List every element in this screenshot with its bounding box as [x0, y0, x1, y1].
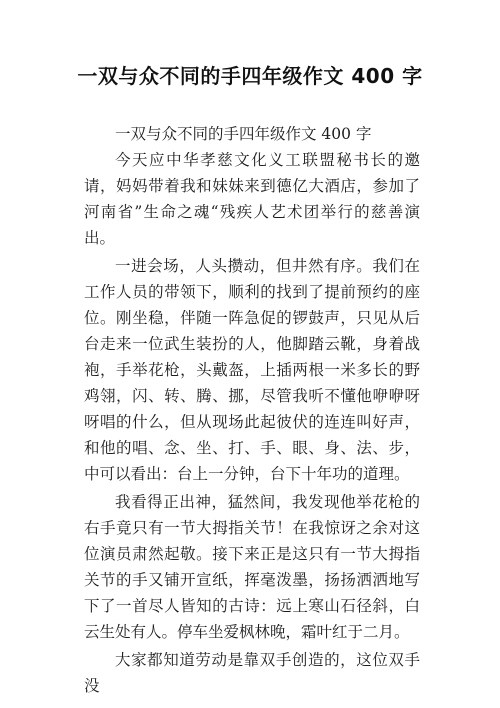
paragraph-labor: 大家都知道劳动是靠双手创造的，这位双手没 [84, 651, 420, 695]
document-title: 一双与众不同的手四年级作文 400 字 [77, 64, 423, 88]
paragraph-subtitle: 一双与众不同的手四年级作文 400 字 [115, 125, 372, 143]
paragraph-performance: 一进会场，人头攒动，但井然有序。我们在工作人员的带领下，顺利的找到了提前预约的座位。刚坐稳，伴随一阵急促的锣鼓声，只见从后台走来一位武生装扮的人，他脚踏云靴，身着战袍，手举花枪，头戴盔，上插两根一米多长的野鸡翎，闪、转、腾、挪，尽管我听不懂他咿咿呀呀唱的什么，但从现场此起彼伏的连连叫好声，和他的唱、念、坐、打、手、眼、身、法、步，中可以看出：台上一分钟，台下十年功的道理。 [84, 257, 420, 483]
document-body [84, 121, 420, 701]
paragraph-thumb: 我看得正出神，猛然间，我发现他举花枪的右手竟只有一节大拇指关节！在我惊讶之余对这位演员肃然起敬。接下来正是这只有一节大拇指关节的手又铺开宣纸，挥毫泼墨，扬扬洒洒地写下了一首尽人皆知的古诗：远上寒山石径斜，白云生处有人。停车坐爱枫林晚，霜叶红于二月。 [84, 493, 420, 641]
paragraph-invitation: 今天应中华孝慈文化义工联盟秘书长的邀请，妈妈带着我和妹妹来到德亿大酒店，参加了河南省”生命之魂“残疾人艺术团举行的慈善演出。 [84, 151, 420, 247]
